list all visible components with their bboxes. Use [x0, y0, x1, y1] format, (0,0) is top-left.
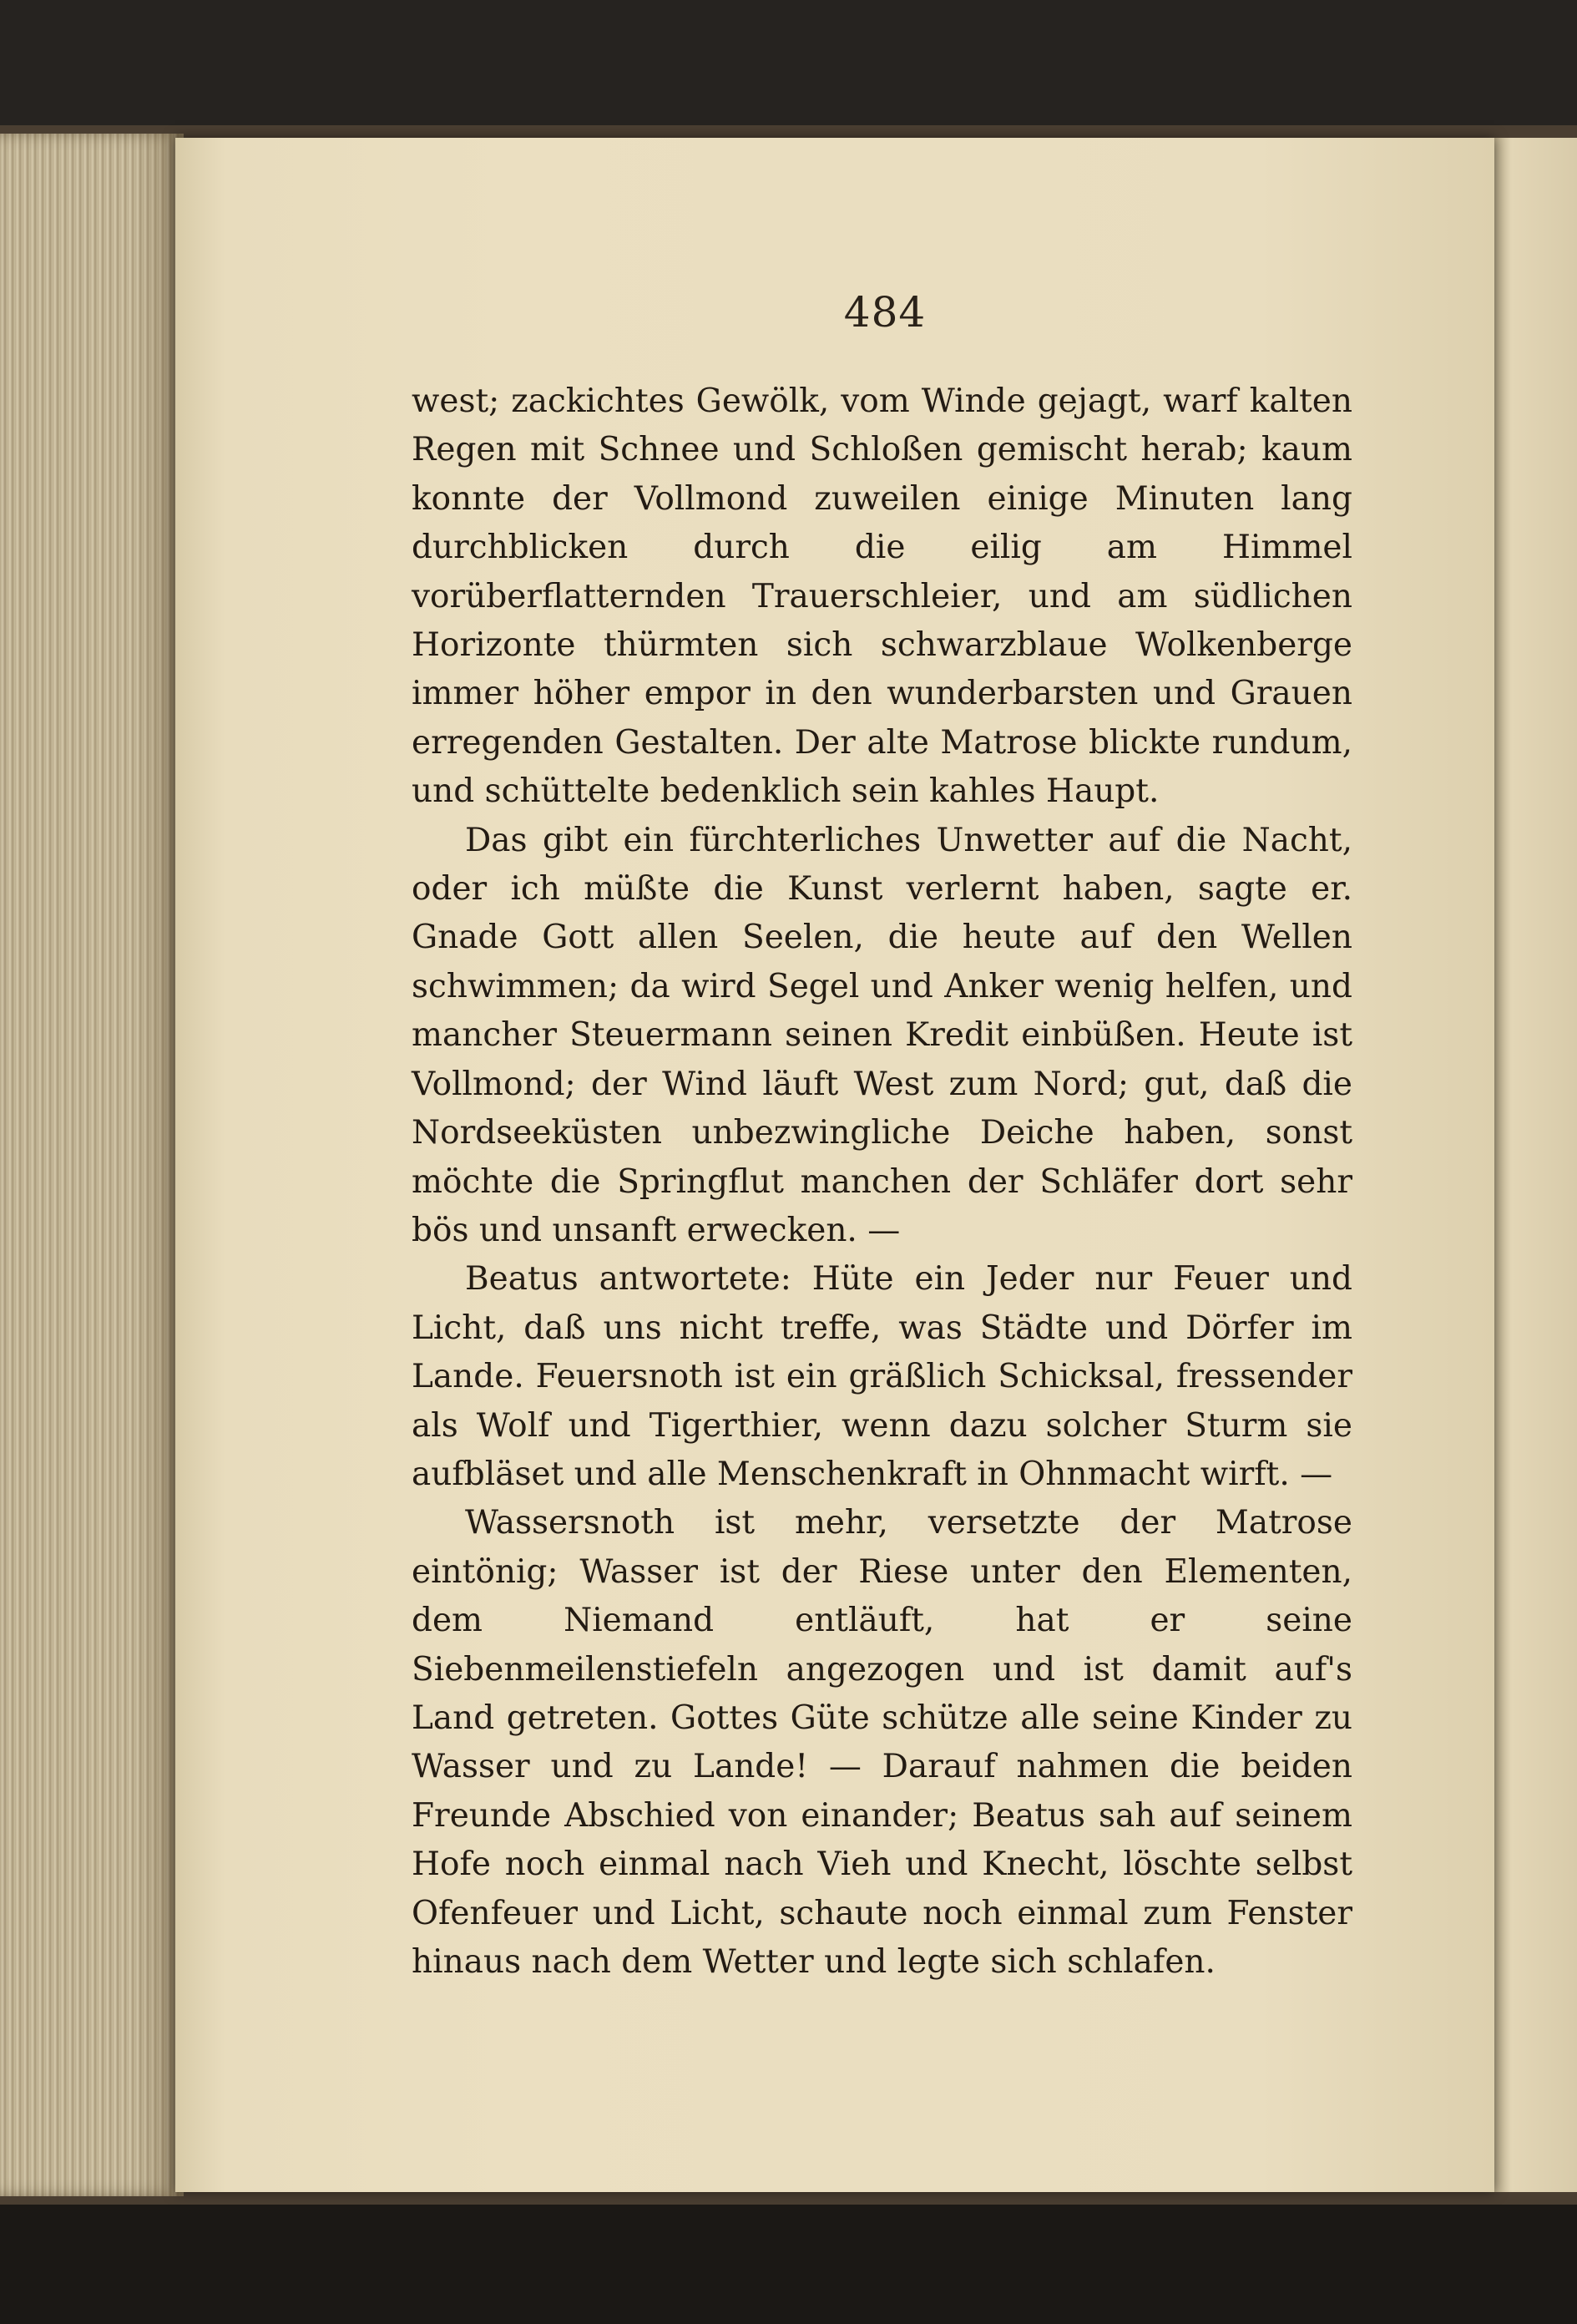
page-number: 484	[843, 288, 927, 337]
facing-page-edge	[1494, 138, 1577, 2192]
paragraph: Das gibt ein fürchterliches Unwetter auf die Nacht, oder ich müßte die Kunst verlernt haben, sagte er. Gnade Gott allen Seelen, die heute auf den Wellen schwimmen; da wird Segel und Anker wenig helfen, und mancher Steuermann seinen Kredit einbüßen. Heute ist Vollmond; der Wind läuft West zum Nord; gut, daß die Nordseeküsten unbezwingliche Deiche haben, sonst möchte die Springflut manchen der Schläfer dort sehr bös und unsanft erwecken. —	[412, 821, 1352, 1249]
paragraph: west; zackichtes Gewölk, vom Winde gejagt, warf kalten Regen mit Schnee und Schloßen gemischt herab; kaum konnte der Vollmond zuweilen einige Minuten lang durchblicken durch die eilig am Himmel vorüberflatternden Trauerschleier, und am südlichen Horizonte thürmten sich schwarzblaue Wolkenberge immer höher empor in den wunderbarsten und Grauen erregenden Gestalten. Der alte Matrose blickte rundum, und schüttelte bedenklich sein kahles Haupt.	[412, 382, 1352, 811]
body-text	[412, 377, 1352, 1987]
paragraph: Wassersnoth ist mehr, versetzte der Matrose eintönig; Wasser ist der Riese unter den Elementen, dem Niemand entläuft, hat er seine Siebenmeilenstiefeln angezogen und ist damit auf's Land getreten. Gottes Güte schütze alle seine Kinder zu Wasser und zu Lande! — Darauf nahmen die beiden Freunde Abschied von einander; Beatus sah auf seinem Hofe noch einmal nach Vieh und Knecht, löschte selbst Ofenfeuer und Licht, schaute noch einmal zum Fenster hinaus nach dem Wetter und legte sich schlafen.	[412, 1504, 1352, 1981]
background-top	[0, 0, 1577, 125]
background-bottom	[0, 2205, 1577, 2324]
paragraph: Beatus antwortete: Hüte ein Jeder nur Feuer und Licht, daß uns nicht treffe, was Städte und Dörfer im Lande. Feuersnoth ist ein gräßlich Schicksal, fressender als Wolf und Tigerthier, wenn dazu solcher Sturm sie aufbläset und alle Menschenkraft in Ohnmacht wirft. —	[412, 1260, 1352, 1493]
